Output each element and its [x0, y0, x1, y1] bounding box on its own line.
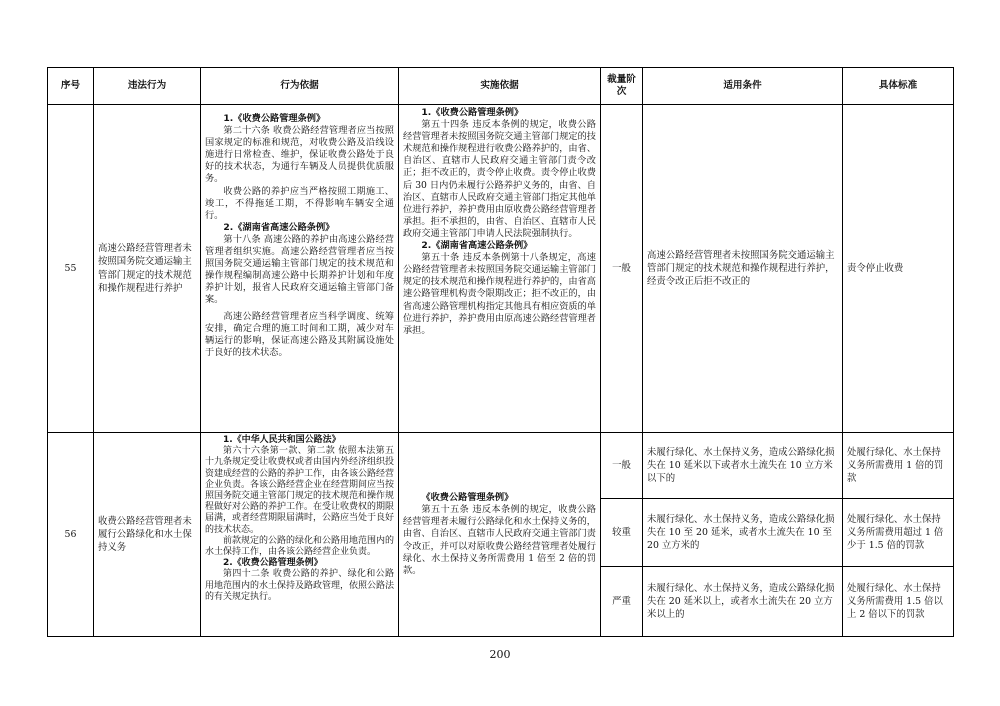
law-article: 高速公路经营管理者应当科学调度、统筹安排，确定合理的施工时间和工期，减少对车辆运行的影响，保证高速公路及其附属设施处于良好的技术状态。 — [205, 310, 394, 358]
law-article: 第五十四条 违反本条例的规定，收费公路经营管理者未按照国务院交通主管部门规定的技术规范和操作规程进行收费公路养护的，由省、自治区、直辖市人民政府交通主管部门责令改正；拒不改正的，责令停止收费。责令停止收费后 30 日内仍未履行公路养护义务的，由省、自治区、直辖市人民政府交通主管部门指定其他单位进行养护，养护费用由原收费公路经营管理者承担。拒不承担的，由省、自治区、直辖市人民政府交通主管部门申请人民法院强制执行。 — [403, 119, 596, 239]
header-basis: 行为依据 — [201, 68, 399, 105]
header-row — [48, 68, 954, 105]
law-title: 《收费公路管理条例》 — [421, 492, 514, 504]
basis-cell — [201, 433, 399, 637]
law-article: 第四十二条 收费公路的养护、绿化和公路用地范围内的水土保持及路政管理，依照公路法的有关规定执行。 — [205, 569, 395, 602]
condition-cell: 未履行绿化、水土保持义务，造成公路绿化损失在 10 延米以下或者水土流失在 10 立方米以下的 — [643, 433, 843, 499]
condition-cell: 未履行绿化、水土保持义务，造成公路绿化损失在 10 至 20 延米，或者水土流失在 10 至 20 立方米的 — [643, 499, 843, 567]
law-article: 第六十六条第一款、第二款 依照本法第五十九条规定受让收费权或者由国内外经济组织投资建成经营的公路的养护工作，由各该公路经营企业负责。各该公路经营企业在经营期间应当按照国务院交通主管部门规定的技术规范和操作规程做好对公路的养护工作。在受让收费权的期限届满，或者经营期限届满时，公路应当处于良好的技术状态。 — [205, 446, 395, 535]
law-title: 1.《收费公路管理条例》 — [421, 107, 524, 118]
row-number: 55 — [48, 105, 94, 433]
standard-cell: 处履行绿化、水土保持义务所需费用 1 倍的罚款 — [843, 433, 954, 499]
law-title: 2.《湖南省高速公路条例》 — [421, 240, 533, 252]
impl-basis-cell — [399, 105, 601, 433]
standard-cell: 处履行绿化、水土保持义务所需费用 1.5 倍以上 2 倍以下的罚款 — [843, 567, 954, 637]
law-article: 第十八条 高速公路的养护由高速公路经营管理者组织实施。高速公路经营管理者应当按照国务院交通运输主管部门规定的技术规范和操作规程编制高速公路中长期养护计划和年度养护计划，报省人民政府交通运输主管部门备案。 — [205, 233, 394, 306]
law-title: 1.《收费公路管理条例》 — [223, 113, 326, 124]
header-standard: 具体标准 — [843, 68, 954, 105]
law-title: 1.《中华人民共和国公路法》 — [223, 435, 341, 445]
law-article: 第五十五条 违反本条例的规定，收费公路经营管理者未履行公路绿化和水土保持义务的，由省、自治区、直辖市人民政府交通主管部门责令改正，并可以对原收费公路经营管理者处履行绿化、水土保持义务所需费用 1 倍至 2 倍的罚款。 — [403, 504, 596, 576]
condition-cell: 高速公路经营管理者未按照国务院交通运输主管部门规定的技术规范和操作规程进行养护，经责令改正后拒不改正的 — [643, 105, 843, 433]
header-level: 裁量阶次 — [601, 68, 643, 105]
impl-basis-cell — [399, 433, 601, 637]
violation-cell: 高速公路经营管理者未按照国务院交通运输主管部门规定的技术规范和操作规程进行养护 — [94, 105, 201, 433]
law-article: 收费公路的养护应当严格按照工期施工、竣工，不得拖延工期，不得影响车辆安全通行。 — [205, 185, 394, 221]
violation-cell: 收费公路经营管理者未履行公路绿化和水土保持义务 — [94, 433, 201, 637]
standard-cell: 处履行绿化、水土保持义务所需费用超过 1 倍少于 1.5 倍的罚款 — [843, 499, 954, 567]
basis-cell — [201, 105, 399, 433]
row-number: 56 — [48, 433, 94, 637]
level-cell: 一般 — [601, 433, 643, 499]
header-violation: 违法行为 — [94, 68, 201, 105]
level-cell: 较重 — [601, 499, 643, 567]
level-cell: 一般 — [601, 105, 643, 433]
law-article: 第五十条 违反本条例第十八条规定，高速公路经营管理者未按照国务院交通运输主管部门规定的技术规范和操作规程进行养护的，由省高速公路管理机构责令限期改正；拒不改正的，由省高速公路管理机构指定其他具有相应资质的单位进行养护，养护费用由原高速公路经营管理者承担。 — [403, 252, 596, 336]
header-no: 序号 — [48, 68, 94, 105]
law-title: 2.《湖南省高速公路条例》 — [223, 221, 335, 233]
page-number: 200 — [489, 648, 511, 661]
header-impl-basis: 实施依据 — [399, 68, 601, 105]
table-row — [48, 105, 954, 433]
level-cell: 严重 — [601, 567, 643, 637]
law-title: 2.《收费公路管理条例》 — [223, 558, 323, 569]
table-row — [48, 433, 954, 499]
condition-cell: 未履行绿化、水土保持义务，造成公路绿化损失在 20 延米以上，或者水土流失在 20 立方米以上的 — [643, 567, 843, 637]
penalty-discretion-table — [47, 67, 954, 637]
header-condition: 适用条件 — [643, 68, 843, 105]
law-article: 前款规定的公路的绿化和公路用地范围内的水土保持工作，由各该公路经营企业负责。 — [205, 535, 395, 558]
law-article: 第二十六条 收费公路经营管理者应当按照国家规定的标准和规范，对收费公路及沿线设施进行日常检查、维护，保证收费公路处于良好的技术状态，为通行车辆及人员提供优质服务。 — [205, 125, 394, 185]
standard-cell: 责令停止收费 — [843, 105, 954, 433]
